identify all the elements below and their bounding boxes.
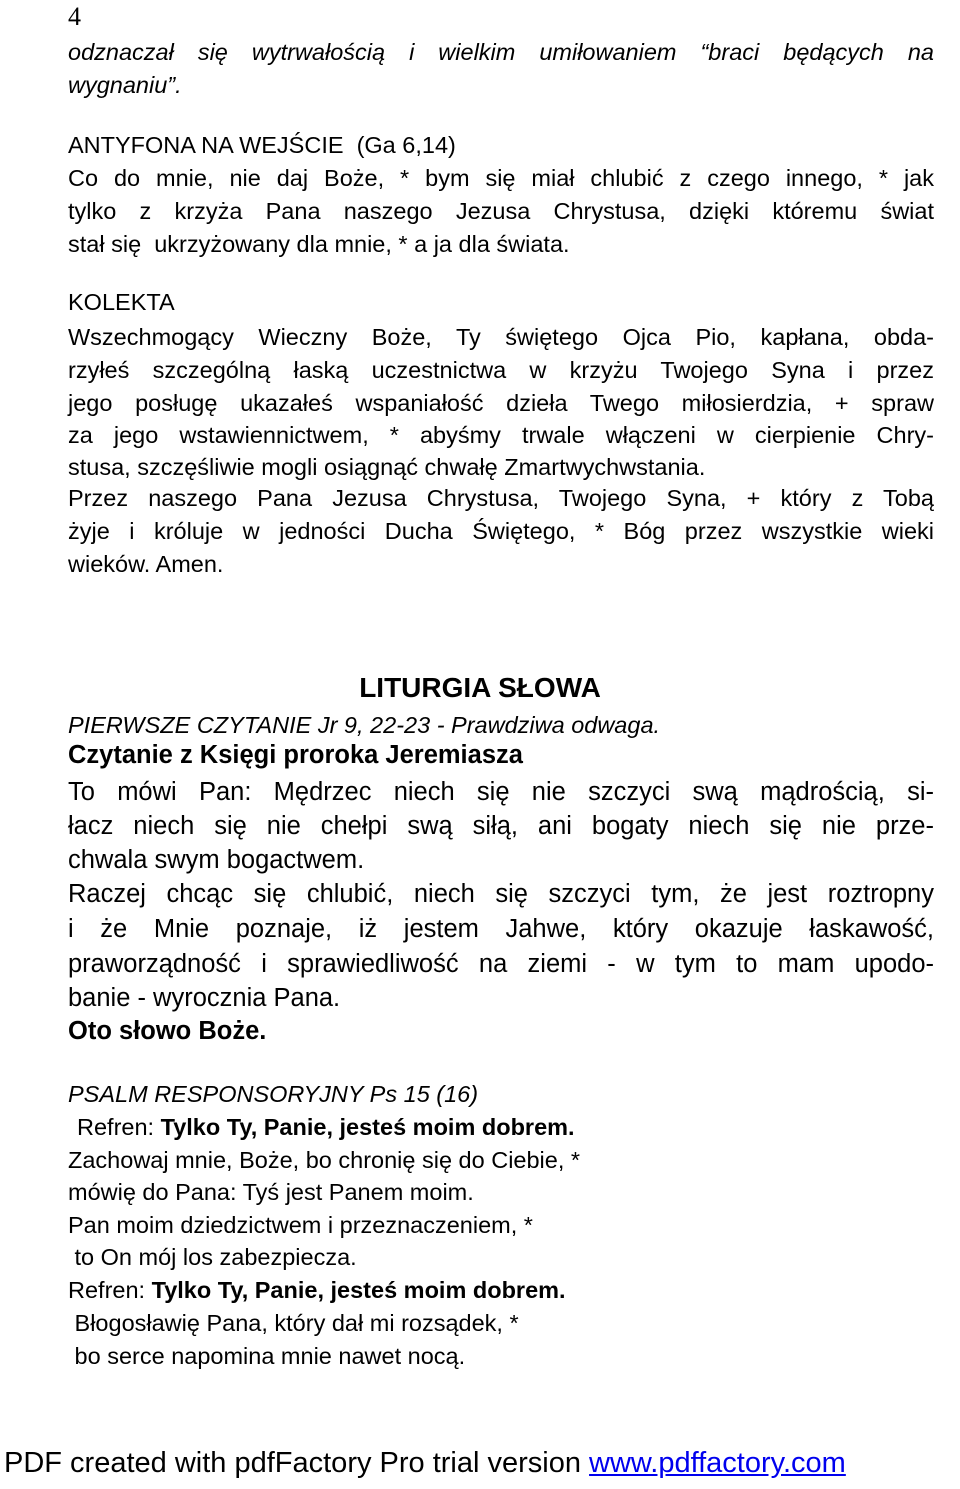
kolekta-line: rzyłeś szczególną łaską uczestnictwa w krzyżu Twojego Syna i przez (68, 357, 934, 383)
reading-line: łacz niech się nie chełpi swą siłą, ani bogaty niech się nie prze- (68, 812, 934, 840)
kolekta-line: za jego wstawiennictwem, * abyśmy trwale włączeni w cierpienie Chry- (68, 422, 934, 448)
reading-line: banie - wyrocznia Pana. (68, 984, 341, 1012)
intro-line: wygnaniu”. (68, 72, 182, 98)
footer-link[interactable]: www.pdffactory.com (589, 1447, 846, 1479)
kolekta-line: żyje i króluje w jedności Ducha Świętego, * Bóg przez wszystkie wieki (68, 518, 934, 544)
refrain-label: Refren: (77, 1114, 161, 1140)
kolekta-line: jego posługę ukazałeś wspaniałość dzieła Twego miłosierdzia, + spraw (68, 390, 934, 416)
antyfona-line: tylko z krzyża Pana naszego Jezusa Chrystusa, dzięki któremu świat (68, 198, 934, 224)
psalm-heading: PSALM RESPONSORYJNY Ps 15 (16) (68, 1081, 479, 1107)
psalm-line: mówię do Pana: Tyś jest Panem moim. (68, 1179, 474, 1205)
section-heading: LITURGIA SŁOWA (359, 672, 601, 703)
psalm-refrain (68, 1276, 566, 1304)
reading-closing: Oto słowo Boże. (68, 1017, 267, 1045)
antyfona-heading: ANTYFONA NA WEJŚCIE (Ga 6,14) (68, 132, 456, 158)
refrain-text: Tylko Ty, Panie, jesteś moim dobrem. (151, 1277, 566, 1303)
footer-text: PDF created with pdfFactory Pro trial version (4, 1447, 590, 1479)
psalm-refrain (77, 1113, 575, 1141)
reading-title: PIERWSZE CZYTANIE Jr 9, 22-23 - Prawdziwa odwaga. (68, 712, 661, 738)
reading-line: Raczej chcąc się chlubić, niech się szczyci tym, że jest roztropny (68, 880, 934, 908)
psalm-line: Zachowaj mnie, Boże, bo chronię się do Ciebie, * (68, 1147, 581, 1173)
reading-line: praworządność i sprawiedliwość na ziemi - w tym to mam upodo- (68, 950, 934, 978)
psalm-line: Pan moim dziedzictwem i przeznaczeniem, * (68, 1212, 533, 1238)
antyfona-line: Co do mnie, nie daj Boże, * bym się miał chlubić z czego innego, * jak (68, 165, 934, 191)
refrain-label: Refren: (68, 1277, 152, 1303)
intro-line: odznaczał się wytrwałością i wielkim umiłowaniem “braci będących na (68, 39, 934, 65)
pdf-footer (4, 1446, 846, 1480)
kolekta-line: stusa, szczęśliwie mogli osiągnąć chwałę Zmartwychwstania. (68, 454, 706, 480)
reading-line: i że Mnie poznaje, iż jestem Jahwe, który okazuje łaskawość, (68, 915, 934, 943)
reading-line: chwala swym bogactwem. (68, 846, 365, 874)
reading-source: Czytanie z Księgi proroka Jeremiasza (68, 741, 523, 769)
reading-line: To mówi Pan: Mędrzec niech się nie szczyci swą mądrością, si- (68, 778, 934, 806)
psalm-line: bo serce napomina mnie nawet nocą. (68, 1343, 466, 1369)
page-number: 4 (68, 2, 81, 31)
antyfona-line: stał się ukrzyżowany dla mnie, * a ja dla świata. (68, 231, 570, 257)
kolekta-line: Przez naszego Pana Jezusa Chrystusa, Twojego Syna, + który z Tobą (68, 485, 934, 511)
kolekta-line: wieków. Amen. (68, 551, 224, 577)
psalm-line: to On mój los zabezpiecza. (68, 1244, 357, 1270)
kolekta-heading: KOLEKTA (68, 289, 175, 315)
psalm-line: Błogosławię Pana, który dał mi rozsądek, * (68, 1310, 519, 1336)
refrain-text: Tylko Ty, Panie, jesteś moim dobrem. (160, 1114, 575, 1140)
kolekta-line: Wszechmogący Wieczny Boże, Ty świętego Ojca Pio, kapłana, obda- (68, 324, 934, 350)
